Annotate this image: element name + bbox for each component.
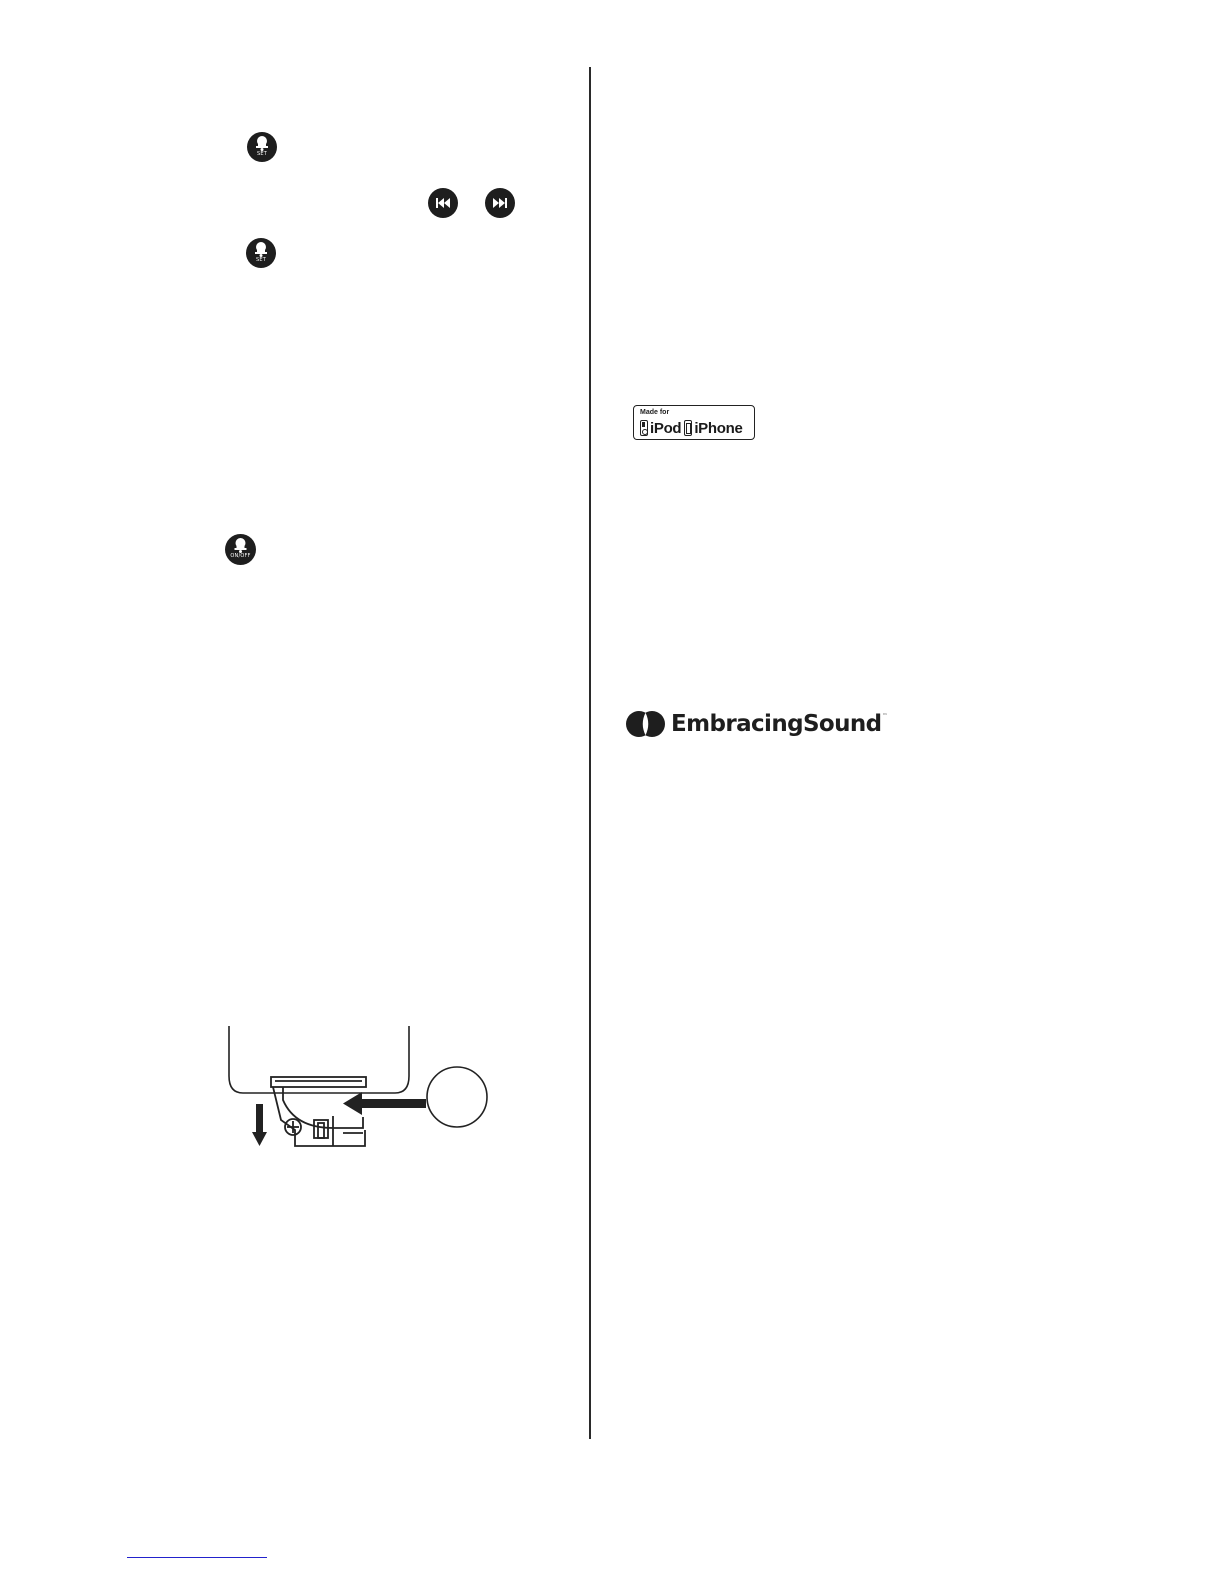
- embracingsound-mark-icon: [626, 709, 666, 739]
- badge-made-for: Made for: [640, 409, 670, 416]
- alarm-bell-icon: [247, 132, 277, 162]
- coin-cell-battery: [427, 1067, 487, 1127]
- set-button: [247, 132, 277, 162]
- alarm-on-off-caption: ON/OFF: [230, 553, 251, 559]
- alarm-bell-icon: [246, 238, 276, 268]
- alarm-on-off-button: [225, 534, 256, 565]
- battery-tray: [271, 1077, 366, 1146]
- remote-body-outline: [229, 1026, 409, 1093]
- skip-forward-button: [485, 188, 515, 218]
- ipod-icon: [640, 420, 648, 436]
- brand-trademark: ™: [882, 713, 888, 719]
- pull-down-arrow: [252, 1104, 267, 1146]
- set-button-second: [246, 238, 276, 268]
- alarm-bell-icon: [225, 534, 256, 565]
- skip-back-button: [428, 188, 458, 218]
- skip-back-icon: [428, 188, 458, 218]
- skip-forward-icon: [485, 188, 515, 218]
- footer-link-underline: [127, 1557, 267, 1558]
- badge-ipod-label: iPod: [650, 419, 682, 437]
- iphone-icon: [684, 420, 692, 436]
- brand-name: EmbracingSound: [671, 711, 882, 737]
- made-for-ipod-iphone-badge: [633, 405, 755, 440]
- insert-arrow: [343, 1092, 426, 1115]
- embracingsound-logo: [626, 708, 888, 740]
- badge-iphone-label: iPhone: [694, 419, 743, 437]
- set-button-caption: SET: [256, 257, 266, 263]
- set-button-caption: SET: [257, 151, 267, 157]
- battery-compartment-illustration: [215, 1020, 495, 1150]
- column-divider: [589, 67, 591, 1439]
